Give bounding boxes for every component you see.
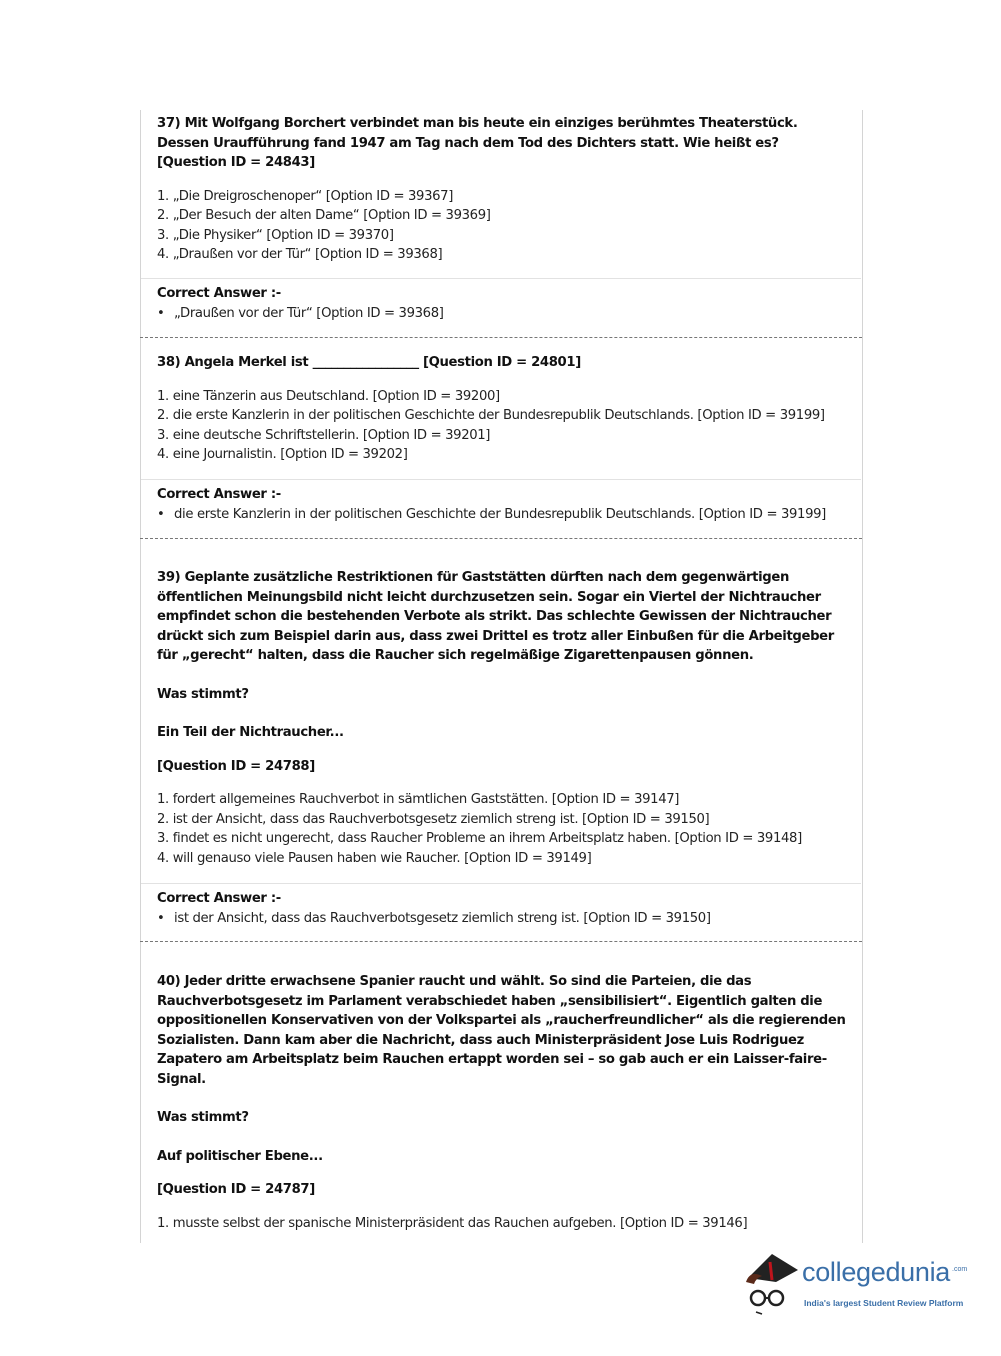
question-text: 40) Jeder dritte erwachsene Spanier raucht und wählt. So sind die Parteien, die das: [157, 974, 752, 989]
option: 1. fordert allgemeines Rauchverbot in sämtlichen Gaststätten. [Option ID = 39147]: [157, 792, 680, 807]
logo-brand: collegedunia: [802, 1257, 951, 1287]
question-38: [157, 353, 847, 465]
divider: [141, 278, 861, 279]
dashed-divider: [140, 337, 862, 338]
question-prompt: Was stimmt?: [157, 686, 249, 702]
divider: [141, 479, 861, 480]
dashed-divider: [140, 941, 862, 942]
mascot-icon: [742, 1248, 800, 1316]
question-text: für „gerecht“ halten, dass die Raucher sich regelmäßige Zigarettenpausen gönnen.: [157, 648, 754, 663]
question-text: öffentlichen Meinungsbild nicht leicht durchzusetzen sein. Sogar ein Viertel der Nichtraucher: [157, 589, 821, 605]
question-text: 38) Angela Merkel ist _________________ [Question ID = 24801]: [157, 355, 581, 370]
question-39: [157, 568, 847, 868]
logo-wordmark: [802, 1256, 967, 1288]
correct-answer: • ist der Ansicht, dass das Rauchverbotsgesetz ziemlich streng ist. [Option ID = 39150]: [157, 909, 847, 929]
question-text: oppositionellen Konservativen von der Volkspartei als „raucherfreundlicher“ als die regierenden: [157, 1013, 846, 1028]
dashed-divider: [140, 538, 862, 539]
option: 4. eine Journalistin. [Option ID = 39202]: [157, 447, 408, 462]
question-stem: Auf politischer Ebene...: [157, 1148, 323, 1164]
correct-answer-37: [157, 284, 847, 323]
option: 2. ist der Ansicht, dass das Rauchverbotsgesetz ziemlich streng ist. [Option ID = 39150]: [157, 811, 710, 827]
correct-answer-38: [157, 485, 847, 524]
option: 1. musste selbst der spanische Ministerpräsident das Rauchen aufgeben. [Option ID = 39146]: [157, 1215, 748, 1231]
logo-suffix: .com: [952, 1266, 968, 1273]
question-text: Dessen Uraufführung fand 1947 am Tag nach dem Tod des Dichters statt. Wie heißt es?: [157, 135, 779, 151]
question-text: Zapatero am Arbeitsplatz beim Rauchen ertappt worden sei – so gab auch er ein Laisser-faire-: [157, 1052, 827, 1067]
question-text: 37) Mit Wolfgang Borchert verbindet man bis heute ein einziges berühmtes Theaterstück.: [157, 116, 798, 131]
question-prompt: Was stimmt?: [157, 1110, 249, 1125]
correct-answer-39: [157, 889, 847, 928]
question-37: [157, 114, 847, 265]
option: 2. die erste Kanzlerin in der politischen Geschichte der Bundesrepublik Deutschlands. [Option ID = 39199]: [157, 408, 825, 423]
correct-answer: • die erste Kanzlerin in der politischen Geschichte der Bundesrepublik Deutschlands. [Option ID = 39199]: [157, 505, 847, 525]
question-text: 39) Geplante zusätzliche Restriktionen für Gaststätten dürften nach dem gegenwärtigen: [157, 570, 790, 585]
option: 1. eine Tänzerin aus Deutschland. [Option ID = 39200]: [157, 388, 500, 404]
option: 1. „Die Dreigroschenoper“ [Option ID = 39367]: [157, 188, 454, 204]
option: 3. eine deutsche Schriftstellerin. [Option ID = 39201]: [157, 427, 491, 443]
option: 3. findet es nicht ungerecht, dass Raucher Probleme an ihrem Arbeitsplatz haben. [Option ID = 39148]: [157, 831, 802, 846]
question-text: Sozialisten. Dann kam aber die Nachricht, dass auch Ministerpräsident Jose Luis Rodriguez: [157, 1032, 804, 1048]
option: 4. „Draußen vor der Tür“ [Option ID = 39368]: [157, 247, 443, 262]
question-stem: Ein Teil der Nichtraucher...: [157, 725, 344, 740]
question-id: [Question ID = 24843]: [157, 155, 315, 170]
question-id: [Question ID = 24787]: [157, 1182, 315, 1197]
option: 4. will genauso viele Pausen haben wie Raucher. [Option ID = 39149]: [157, 850, 592, 866]
option: 3. „Die Physiker“ [Option ID = 39370]: [157, 227, 394, 243]
correct-answer-label: Correct Answer :-: [157, 487, 281, 502]
question-text: Rauchverbotsgesetz im Parlament verabschiedet haben „sensibilisiert“. Eigentlich galten die: [157, 993, 823, 1009]
correct-answer: • „Draußen vor der Tür“ [Option ID = 39368]: [157, 304, 847, 324]
question-40: [157, 972, 847, 1233]
question-text: Signal.: [157, 1071, 206, 1087]
option: 2. „Der Besuch der alten Dame“ [Option ID = 39369]: [157, 208, 491, 223]
divider: [141, 883, 861, 884]
question-text: empfindet schon die bestehenden Verbote als strikt. Das schlechte Gewissen der Nichtraucher: [157, 609, 832, 624]
question-text: drückt sich zum Beispiel darin aus, dass zwei Drittel es trotz aller Einbußen für die Arbeitgeber: [157, 628, 834, 644]
correct-answer-label: Correct Answer :-: [157, 891, 281, 906]
question-id: [Question ID = 24788]: [157, 758, 315, 774]
logo-tagline: India's largest Student Review Platform: [804, 1298, 964, 1308]
collegedunia-logo: [742, 1248, 992, 1316]
correct-answer-label: Correct Answer :-: [157, 286, 281, 301]
